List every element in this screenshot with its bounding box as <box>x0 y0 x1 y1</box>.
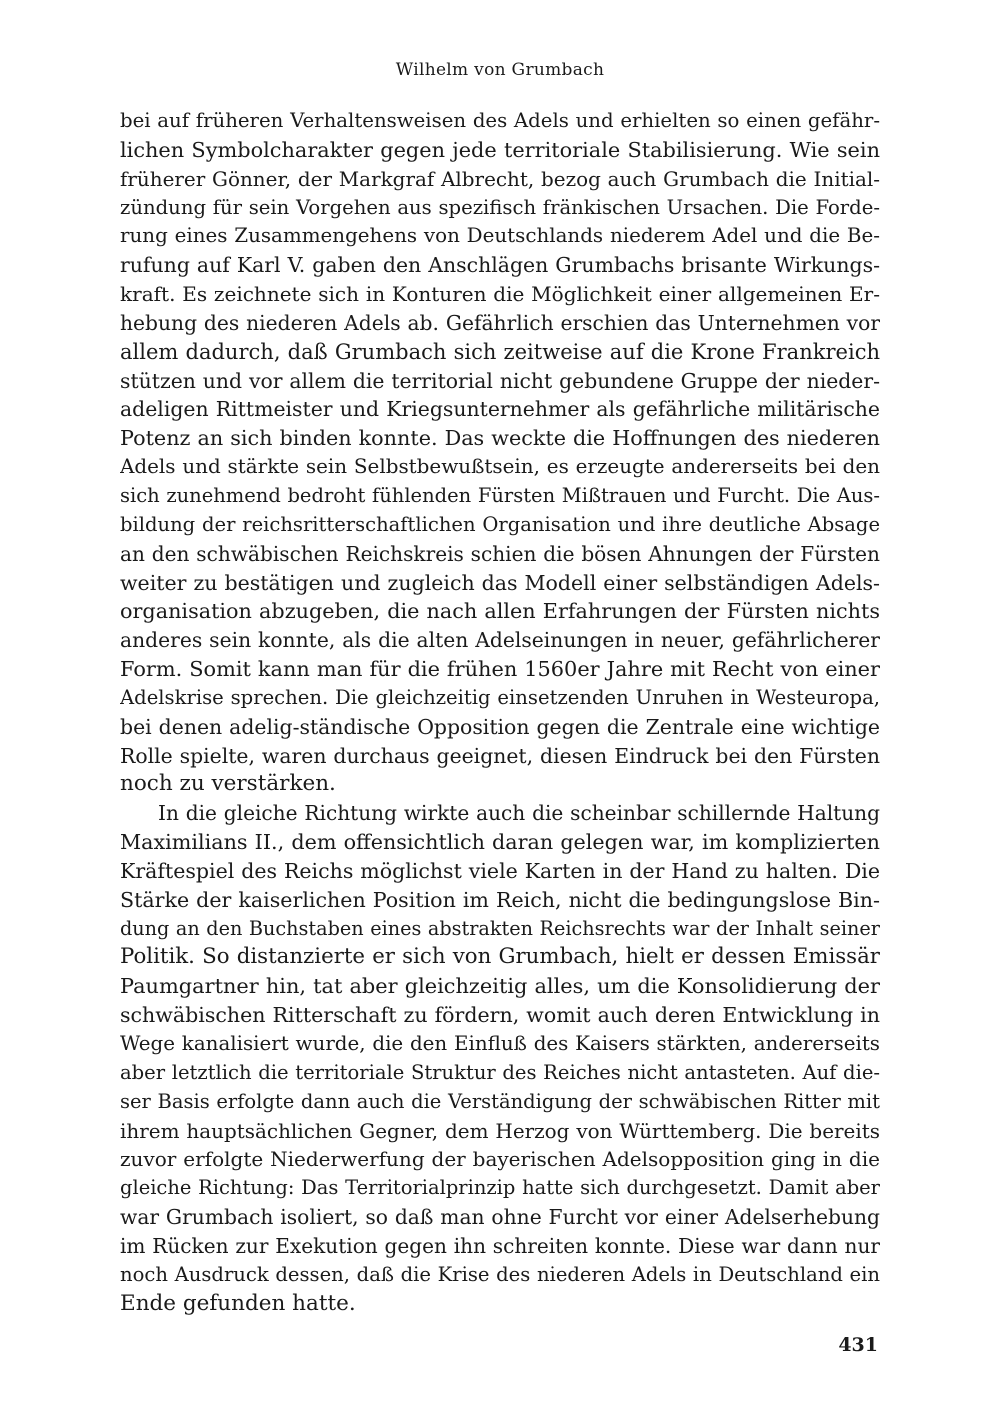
text-line: Stärke der kaiserlichen Position im Reich, nicht die bedingungslose Bin- <box>120 887 880 912</box>
body-text <box>120 107 880 1318</box>
text-line: schwäbischen Ritterschaft zu fördern, womit auch deren Entwicklung in <box>120 1003 880 1028</box>
text-line: noch Ausdruck dessen, daß die Krise des niederen Adels in Deutschland ein <box>120 1262 880 1286</box>
text-line: sich zunehmend bedroht fühlenden Fürsten Mißtrauen und Furcht. Die Aus- <box>120 483 880 507</box>
text-line: adeligen Rittmeister und Kriegsunternehmer als gefährliche militärische <box>120 397 880 422</box>
text-line: Paumgartner hin, tat aber gleichzeitig alles, um die Konsolidierung der <box>120 974 880 999</box>
text-line: Wege kanalisiert wurde, die den Einfluß des Kaisers stärkten, andererseits <box>120 1032 880 1055</box>
text-line: organisation abzugeben, die nach allen Erfahrungen der Fürsten nichts <box>120 599 880 624</box>
text-line: lichen Symbolcharakter gegen jede territoriale Stabilisierung. Wie sein <box>120 137 880 162</box>
text-line: Rolle spielte, waren durchaus geeignet, diesen Eindruck bei den Fürsten <box>120 743 880 768</box>
text-line: an den schwäbischen Reichskreis schien die bösen Ahnungen der Fürsten <box>120 541 880 566</box>
paragraph <box>120 799 880 1318</box>
paragraph <box>120 107 880 799</box>
text-line: zündung für sein Vorgehen aus spezifisch fränkischen Ursachen. Die Forde- <box>120 195 880 219</box>
text-line: aber letztlich die territoriale Struktur des Reiches nicht antasteten. Auf die- <box>120 1060 880 1084</box>
text-line: In die gleiche Richtung wirkte auch die scheinbar schillernde Haltung <box>158 801 880 826</box>
text-line: früherer Gönner, der Markgraf Albrecht, bezog auch Grumbach die Initial- <box>120 166 880 191</box>
text-line: dung an den Buchstaben eines abstrakten Reichsrechts war der Inhalt seiner <box>120 916 880 940</box>
text-line: rufung auf Karl V. gaben den Anschlägen Grumbachs brisante Wirkungs- <box>120 253 880 278</box>
text-line: Kräftespiel des Reichs möglichst viele Karten in der Hand zu halten. Die <box>120 858 880 883</box>
text-line: Maximilians II., dem offensichtlich daran gelegen war, im komplizierten <box>120 830 880 855</box>
page-number: 431 <box>838 1334 878 1356</box>
text-line: Adels und stärkte sein Selbstbewußtsein, es erzeugte andererseits bei den <box>120 455 880 479</box>
text-line: hebung des niederen Adels ab. Gefährlich erschien das Unternehmen vor <box>120 310 880 335</box>
text-line: weiter zu bestätigen und zugleich das Modell einer selbständigen Adels- <box>120 570 880 595</box>
text-line: bildung der reichsritterschaftlichen Organisation und ihre deutliche Absage <box>120 512 880 536</box>
text-line: im Rücken zur Exekution gegen ihn schreiten konnte. Diese war dann nur <box>120 1233 880 1258</box>
text-line: bei auf früheren Verhaltensweisen des Adels und erhielten so einen gefähr- <box>120 109 880 132</box>
text-line: Adelskrise sprechen. Die gleichzeitig einsetzenden Unruhen in Westeuropa, <box>120 685 880 709</box>
text-line: zuvor erfolgte Niederwerfung der bayerischen Adelsopposition ging in die <box>120 1147 880 1172</box>
text-line: gleiche Richtung: Das Territorialprinzip hatte sich durchgesetzt. Damit aber <box>120 1176 880 1200</box>
running-head: Wilhelm von Grumbach <box>395 60 605 80</box>
text-line: ser Basis erfolgte dann auch die Verständigung der schwäbischen Ritter mit <box>120 1089 880 1113</box>
text-line: bei denen adelig-ständische Opposition gegen die Zentrale eine wichtige <box>120 714 880 739</box>
text-line: Politik. So distanzierte er sich von Grumbach, hielt er dessen Emissär <box>120 944 880 970</box>
text-line: noch zu verstärken. <box>120 771 336 797</box>
text-line: Ende gefunden hatte. <box>120 1290 356 1316</box>
text-line: ihrem hauptsächlichen Gegner, dem Herzog von Württemberg. Die bereits <box>120 1118 880 1143</box>
text-line: allem dadurch, daß Grumbach sich zeitweise auf die Krone Frankreich <box>120 338 880 364</box>
text-line: stützen und vor allem die territorial nicht gebundene Gruppe der nieder- <box>120 368 880 393</box>
text-line: Form. Somit kann man für die frühen 1560er Jahre mit Recht von einer <box>120 657 880 682</box>
text-line: war Grumbach isoliert, so daß man ohne Furcht vor einer Adelserhebung <box>120 1205 880 1230</box>
text-line: rung eines Zusammengehens von Deutschlands niederem Adel und die Be- <box>120 224 880 248</box>
text-line: anderes sein konnte, als die alten Adelseinungen in neuer, gefährlicherer <box>120 628 880 653</box>
text-line: Potenz an sich binden konnte. Das weckte die Hoffnungen des niederen <box>120 426 880 451</box>
text-line: kraft. Es zeichnete sich in Konturen die Möglichkeit einer allgemeinen Er- <box>120 282 880 307</box>
